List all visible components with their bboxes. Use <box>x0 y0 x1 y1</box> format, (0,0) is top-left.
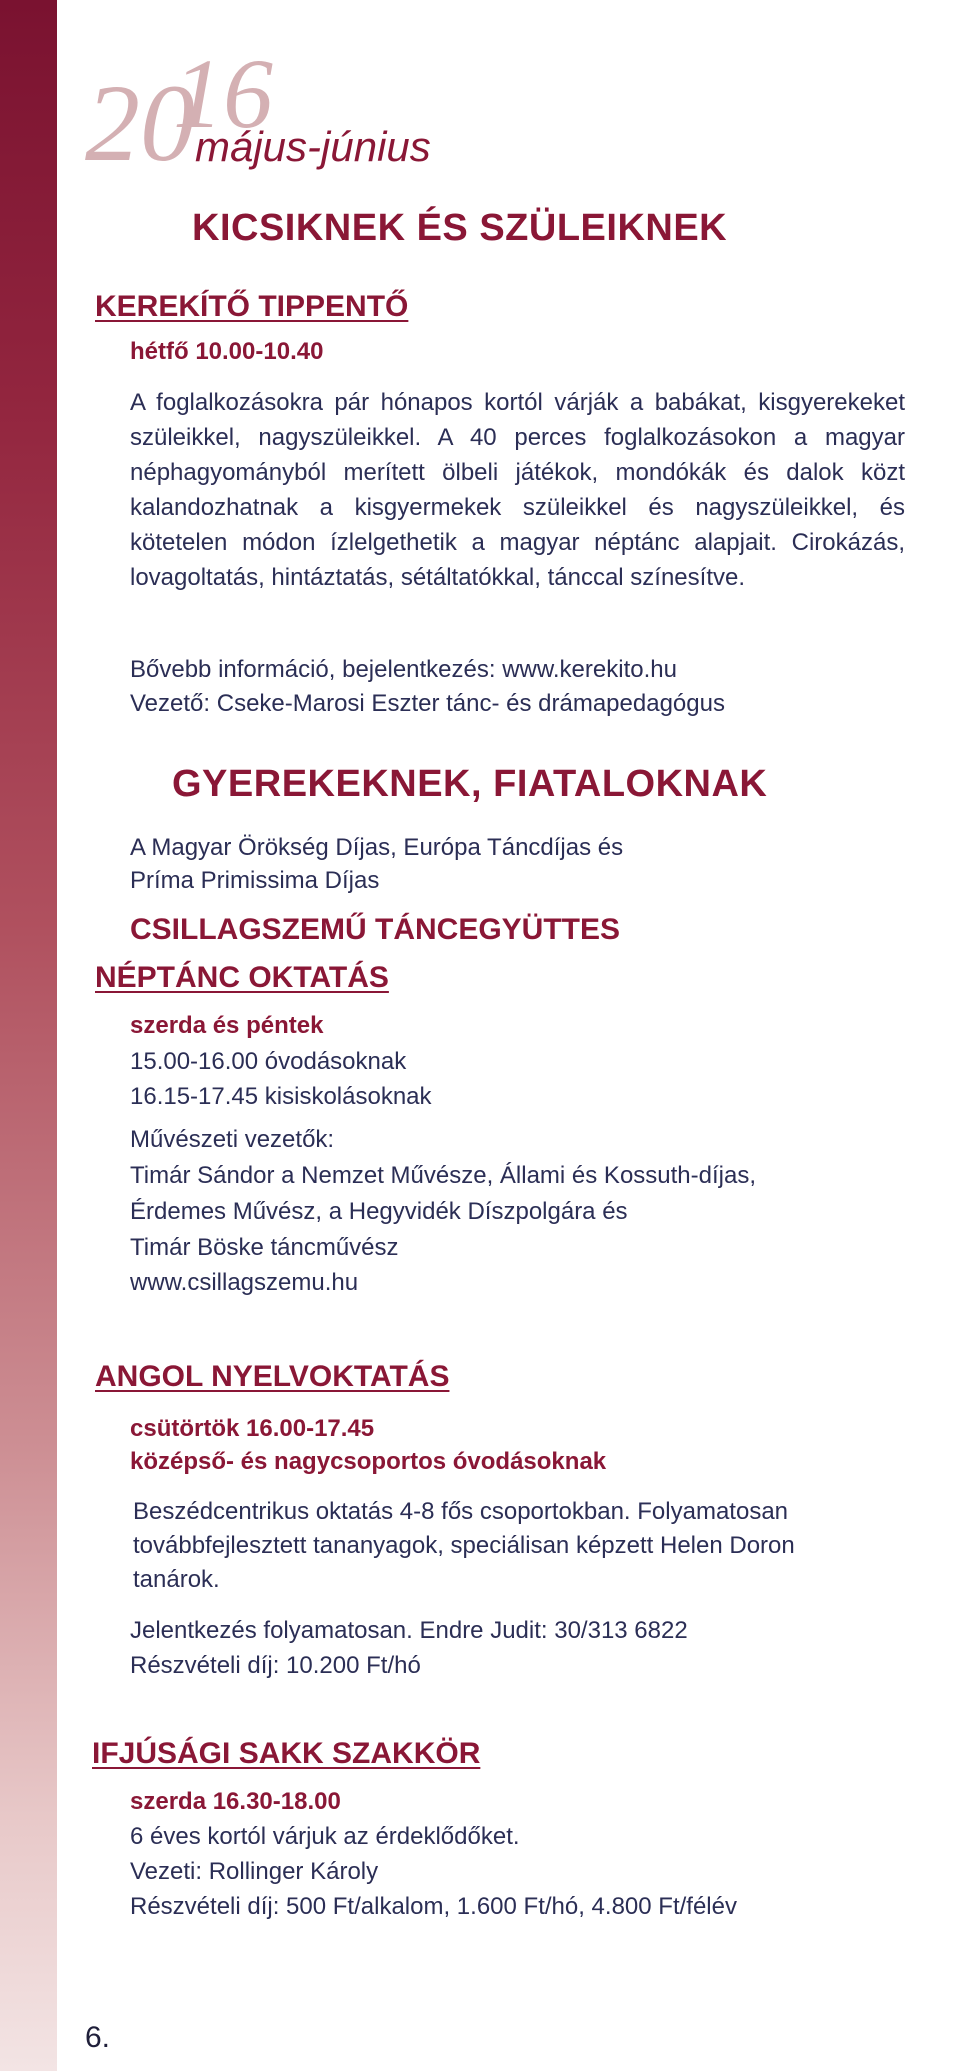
kerekito-info: Bővebb információ, bejelentkezés: www.kerekito.hu <box>130 656 677 683</box>
year-prefix: 20 <box>85 62 195 184</box>
angol-description-line-2: továbbfejlesztett tananyagok, speciálisan képzett Helen Doron <box>133 1532 795 1559</box>
page-number: 6. <box>85 2021 111 2054</box>
kids-section-title: KICSIKNEK ÉS SZÜLEIKNEK <box>192 207 728 249</box>
decorative-sidebar <box>0 0 57 2071</box>
csillagszemu-time-1: 15.00-16.00 óvodásoknak <box>130 1048 407 1075</box>
kerekito-title: KEREKÍTŐ TIPPENTŐ <box>95 290 409 323</box>
sakk-title: IFJÚSÁGI SAKK SZAKKÖR <box>92 1737 481 1770</box>
csillagszemu-name: CSILLAGSZEMŰ TÁNCEGYÜTTES <box>130 913 621 946</box>
sakk-fee: Részvételi díj: 500 Ft/alkalom, 1.600 Ft/hó, 4.800 Ft/félév <box>130 1893 737 1920</box>
csillagszemu-award-line-2: Príma Primissima Díjas <box>130 867 380 894</box>
angol-fee: Részvételi díj: 10.200 Ft/hó <box>130 1652 421 1679</box>
sakk-leader: Vezeti: Rollinger Károly <box>130 1858 379 1885</box>
angol-description-line-1: Beszédcentrikus oktatás 4-8 fős csoportokban. Folyamatosan <box>133 1498 789 1525</box>
nepanc-title: NÉPTÁNC OKTATÁS <box>95 961 389 994</box>
csillagszemu-time-2: 16.15-17.45 kisiskolásoknak <box>130 1083 432 1110</box>
kerekito-description: A foglalkozásokra pár hónapos kortól várják a babákat, kisgyerekeket szüleikkel, nagyszüleikkel. A 40 perces foglalkozásokon a magyar néphagyományból merített ölbeli játékok, mondókák és dalok közt kalandozhatnak a kisgyermekek szüleikkel és nagyszüleikkel, és kötetelen módon ízlelgethetik a magyar néptánc alapjait. Cirokázás, lovagoltatás, hintáztatás, sétáltatókkal, tánccal színesítve. <box>130 389 905 591</box>
angol-audience: középső- és nagycsoportos óvodásoknak <box>130 1448 607 1475</box>
csillagszemu-leaders-label: Művészeti vezetők: <box>130 1126 335 1153</box>
csillagszemu-leader-line-2: Érdemes Művész, a Hegyvidék Díszpolgára és <box>130 1198 628 1225</box>
csillagszemu-website: www.csillagszemu.hu <box>130 1269 359 1296</box>
year-suffix: 16 <box>173 38 273 149</box>
angol-contact: Jelentkezés folyamatosan. Endre Judit: 30/313 6822 <box>130 1617 688 1644</box>
angol-title: ANGOL NYELVOKTATÁS <box>95 1360 450 1393</box>
csillagszemu-days: szerda és péntek <box>130 1012 324 1039</box>
kerekito-schedule: hétfő 10.00-10.40 <box>130 338 324 365</box>
angol-description-line-3: tanárok. <box>133 1566 220 1593</box>
sakk-schedule: szerda 16.30-18.00 <box>130 1788 341 1815</box>
kerekito-leader: Vezető: Cseke-Marosi Eszter tánc- és drámapedagógus <box>130 690 725 717</box>
angol-schedule: csütörtök 16.00-17.45 <box>130 1415 375 1442</box>
youth-section-title: GYEREKEKNEK, FIATALOKNAK <box>172 763 768 805</box>
csillagszemu-leader-line-1: Timár Sándor a Nemzet Művésze, Állami és Kossuth-díjas, <box>130 1162 757 1189</box>
period-label: május-június <box>195 123 431 170</box>
csillagszemu-award-line-1: A Magyar Örökség Díjas, Európa Táncdíjas és <box>130 834 624 861</box>
csillagszemu-leader-line-3: Timár Böske táncművész <box>130 1234 399 1261</box>
sakk-age: 6 éves kortól várjuk az érdeklődőket. <box>130 1823 520 1850</box>
